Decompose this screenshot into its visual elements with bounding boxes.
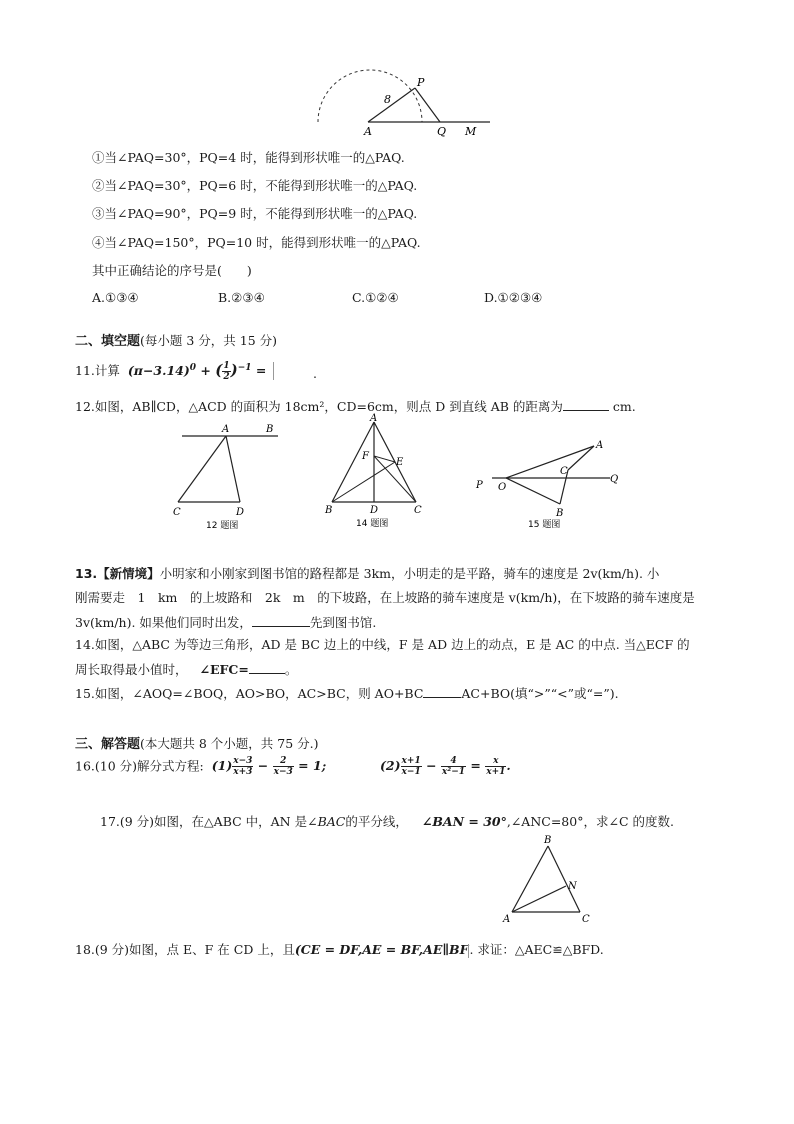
q14-line-1: 14.如图，△ABC 为等边三角形，AD 是 BC 边上的中线，F 是 AD 边上的动点，E 是 AC 的中点. 当△ECF 的 — [75, 637, 690, 652]
figure-12 — [168, 420, 288, 535]
q16-prefix: 16.(10 分)解分式方程: — [75, 758, 204, 774]
q18 — [75, 942, 604, 958]
q11-expr-a: (π−3.14) — [127, 363, 190, 379]
dashed-arc — [318, 70, 422, 122]
q11-end: . — [313, 366, 317, 381]
label-A: A — [364, 125, 372, 138]
q10-option-2: ②当∠PAQ=30°，PQ=6 时，不能得到形状唯一的△PAQ. — [92, 178, 418, 193]
fig14-label-A: A — [370, 413, 378, 424]
q11-exp-b: −1 — [237, 363, 252, 373]
figure-semicircle — [300, 60, 500, 140]
q11-plus: + — [200, 363, 211, 379]
fig15-label-O: O — [498, 482, 507, 493]
fig17-label-N: N — [568, 881, 577, 892]
q15-text-a: 15.如图，∠AOQ=∠BOQ，AO>BO，AC>BC，则 AO+BC — [75, 686, 424, 701]
fig15-label-A: A — [596, 440, 604, 451]
fig17-label-A: A — [503, 914, 511, 925]
fig14-label-D: D — [370, 505, 379, 516]
q10-choice-b: B.②③④ — [218, 290, 265, 305]
fig15-label-C: C — [560, 466, 568, 477]
q11: 11.计算 $(\pi-3.14)^0$ + ( $\frac{1}{2}$ )$^{-1}$ = . — [75, 361, 317, 383]
q12-unit: cm. — [612, 399, 636, 414]
q10-option-4: ④当∠PAQ=150°，PQ=10 时，能得到形状唯一的△PAQ. — [92, 235, 421, 250]
label-8: 8 — [384, 93, 391, 106]
q11-eq: = — [255, 363, 267, 379]
figure-14 — [322, 412, 432, 537]
fig12-label-B: B — [266, 424, 274, 435]
q13-line-1 — [75, 566, 659, 582]
q16-p1: (1) — [211, 758, 233, 773]
fig14-label-E: E — [396, 457, 404, 468]
q16: 16.(10 分)解分式方程: (1) $\frac{x-3}{x+3}$ − $\frac{2}{x-3}$ = 1; — [75, 756, 327, 777]
fig14-caption: 14 题图 — [356, 519, 389, 529]
q15-blank[interactable] — [423, 685, 461, 698]
q13-line3-b: 先到图书馆. — [309, 615, 377, 630]
section3-heading — [75, 733, 319, 752]
q15-text-b: AC+BO(填“>”“<”或“=”). — [461, 686, 619, 701]
section2-note: (每小题 3 分，共 15 分) — [140, 333, 278, 348]
q17-math1: ∠BAC — [307, 814, 346, 829]
fig12-label-D: D — [236, 507, 245, 518]
q10-choice-a: A.①③④ — [92, 290, 139, 305]
figure-17 — [500, 832, 600, 928]
section3-title: 三、解答题 — [75, 737, 141, 752]
label-Q: Q — [437, 125, 447, 138]
q13-line-3 — [75, 614, 376, 631]
q16-p2: (2) — [380, 758, 401, 773]
q13-line3-a: 3v(km/h). 如果他们同时出发， — [75, 615, 252, 630]
q17 — [100, 814, 674, 830]
q14-end: 。 — [284, 662, 298, 677]
fig17-label-B: B — [544, 835, 552, 846]
segment-AP — [368, 88, 415, 122]
fig12-caption: 12 题图 — [206, 521, 239, 531]
q13-line1-text: 小明家和小刚家到图书馆的路程都是 3km，小明走的是平路，骑车的速度是 2v(km/h). 小 — [159, 566, 660, 581]
fig14-label-C: C — [414, 505, 422, 516]
q14-line2-a: 周长取得最小值时， — [75, 662, 188, 677]
q16-part2: (2) $\frac{x+1}{x-1}$ − $\frac{4}{\text{x²−1}}$ = $\frac{x}{x+1}$ . — [380, 756, 511, 777]
q10-choice-c: C.①②④ — [352, 290, 399, 305]
q11-prefix: 11.计算 — [75, 363, 120, 379]
q13-blank[interactable] — [252, 614, 310, 627]
figure-15 — [470, 432, 630, 532]
q13-tag: 13.【新情境】 — [75, 566, 160, 581]
fig12-label-A: A — [222, 424, 230, 435]
label-P: P — [417, 76, 425, 89]
fig15-caption: 15 题图 — [528, 520, 561, 530]
fig12-label-C: C — [173, 507, 181, 518]
fig15-label-Q: Q — [610, 474, 619, 485]
q14-blank[interactable] — [249, 661, 285, 674]
q17-c: ,∠ANC=80°，求∠C 的度数. — [506, 814, 674, 829]
q10-choice-d: D.①②③④ — [484, 290, 543, 305]
q14-line-2 — [75, 661, 297, 678]
q18-math: (CE = DF,AE = BF,AE∥BF — [294, 942, 469, 957]
fig15-label-B: B — [556, 508, 564, 519]
q11-exp-a: 0 — [189, 363, 197, 373]
fig15-label-P: P — [476, 480, 483, 491]
fig14-label-B: B — [325, 505, 333, 516]
q17-math2: ∠BAN = 30° — [421, 814, 507, 829]
q10-option-3: ③当∠PAQ=90°，PQ=9 时，不能得到形状唯一的△PAQ. — [92, 206, 418, 221]
q18-a: 18.(9 分)如图，点 E、F 在 CD 上，且 — [75, 942, 295, 957]
q17-b: 的平分线， — [345, 814, 408, 829]
q14-math: ∠EFC= — [199, 662, 249, 677]
fig17-label-C: C — [582, 914, 590, 925]
q13-line-2: 刚需要走 1 km 的上坡路和 2k m 的下坡路，在上坡路的骑车速度是 v(km/h)，在下坡路的骑车速度是 — [75, 590, 695, 605]
q17-a: 17.(9 分)如图，在△ABC 中，AN 是 — [100, 814, 308, 829]
q10-prompt: 其中正确结论的序号是( ) — [92, 263, 252, 278]
q12-text: 12.如图，AB∥CD，△ACD 的面积为 18cm²，CD=6cm，则点 D 到直线 AB 的距离为 — [75, 399, 563, 414]
q18-b: . 求证：△AEC≌△BFD. — [469, 942, 604, 957]
q11-fraction: $\frac{1}{2}$ — [223, 361, 230, 383]
q15 — [75, 685, 619, 702]
section2-title: 二、填空题 — [75, 334, 141, 349]
section2-heading — [75, 330, 277, 349]
q12-blank[interactable] — [563, 398, 609, 411]
q10-option-1: ①当∠PAQ=30°，PQ=4 时，能得到形状唯一的△PAQ. — [92, 150, 405, 165]
section3-note: (本大题共 8 个小题，共 75 分.) — [140, 736, 319, 751]
label-M: M — [465, 125, 477, 138]
fig14-label-F: F — [362, 451, 369, 462]
